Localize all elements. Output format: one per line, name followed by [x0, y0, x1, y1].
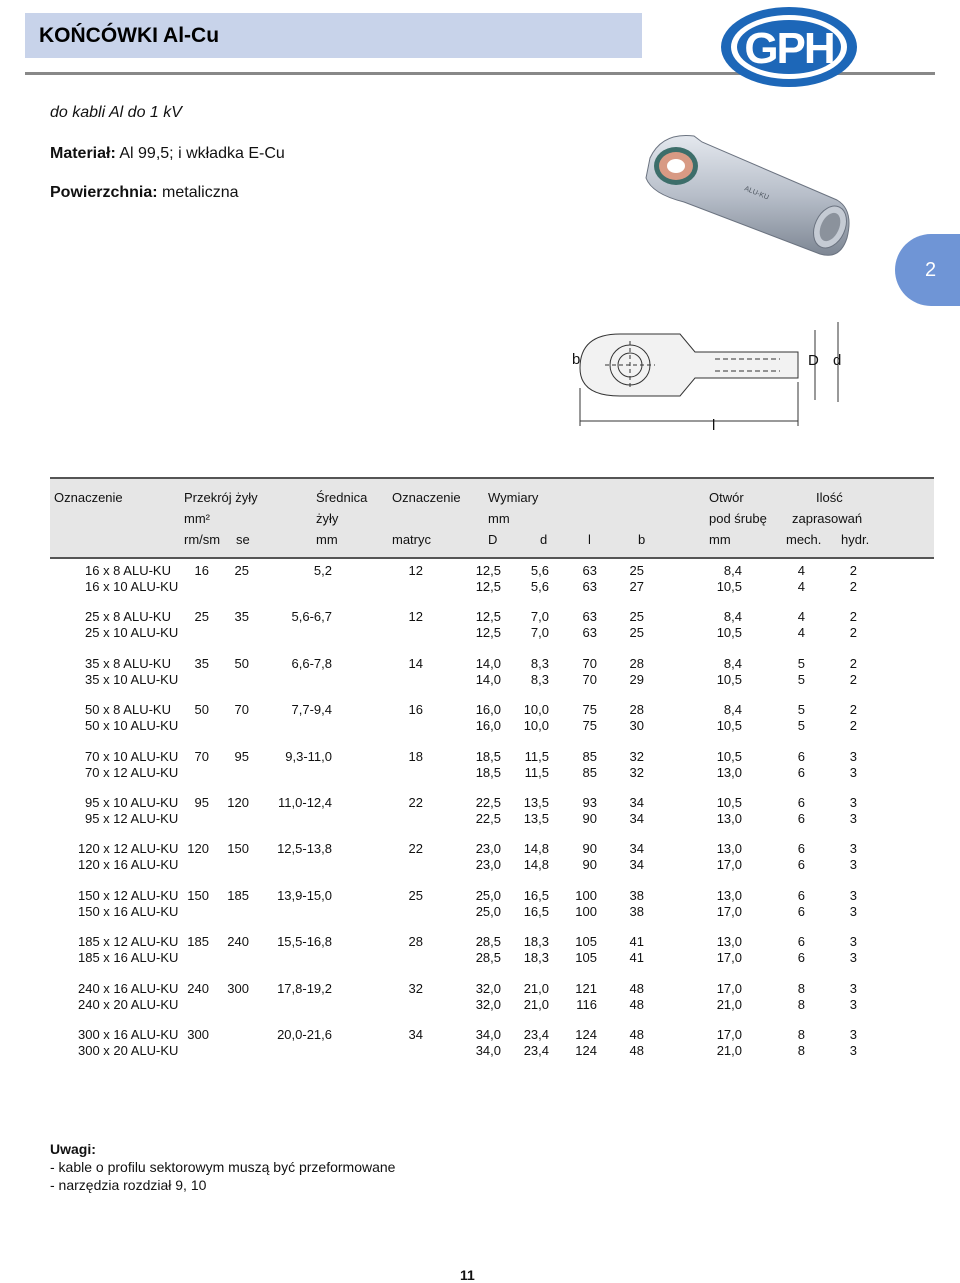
table-cell: 50: [234, 655, 249, 671]
table-cell: 38: [629, 903, 644, 919]
table-cell: 10,5: [716, 718, 742, 734]
table-cell: 4: [797, 563, 805, 578]
table-cell: 2: [849, 579, 857, 594]
table-cell: 22: [408, 795, 423, 810]
table-cell: 25,0: [475, 887, 501, 903]
table-cell: 18,5: [475, 764, 501, 780]
material-label: Materiał:: [50, 145, 116, 162]
table-cell: 17,0: [716, 857, 742, 873]
table-cell: 7,7-9,4: [291, 702, 332, 718]
table-cell: 85: [582, 764, 597, 780]
table-cell: 23,0: [475, 857, 501, 873]
column-header: Oznaczenie: [392, 490, 461, 505]
table-cell: 185: [227, 887, 249, 903]
table-cell: 16: [408, 702, 423, 718]
column-header: żyły: [316, 511, 339, 526]
table-cell: 28: [408, 934, 423, 950]
table-cell: 63: [582, 609, 597, 625]
table-cell: 70: [194, 748, 209, 764]
table-cell: 8,4: [723, 609, 742, 625]
table-cell: 14,0: [475, 671, 501, 687]
table-cell: 34: [629, 811, 644, 826]
table-cell: 12,5-13,8: [277, 841, 332, 857]
column-header: D: [488, 532, 498, 547]
table-cell: 5: [797, 718, 805, 734]
table-cell: 10,0: [523, 718, 549, 734]
subtitle: do kabli Al do 1 kV: [50, 104, 182, 121]
cell-designation: 35 x 10 ALU-KU: [85, 671, 179, 687]
cell-designation: 120 x 16 ALU-KU: [78, 857, 179, 873]
table-cell: 29: [629, 671, 644, 687]
column-header: Średnica: [316, 490, 368, 505]
table-cell: 16,0: [475, 718, 501, 734]
table-cell: 10,5: [716, 748, 742, 764]
table-cell: 90: [582, 857, 597, 873]
notes: [50, 1140, 395, 1194]
table-cell: 30: [629, 718, 644, 734]
table-cell: 8,3: [530, 655, 549, 671]
table-cell: 5,6-6,7: [291, 609, 332, 625]
table-cell: 2: [849, 718, 857, 734]
table-cell: 25,0: [475, 903, 501, 919]
table-cell: 300: [227, 980, 249, 996]
table-cell: 93: [582, 795, 597, 810]
table-cell: 3: [849, 934, 857, 950]
cell-designation: 16 x 8 ALU-KU: [85, 563, 171, 578]
table-cell: 2: [849, 609, 857, 625]
table-cell: 17,0: [716, 1027, 742, 1042]
table-cell: 11,0-12,4: [278, 795, 332, 810]
table-cell: 34: [629, 841, 644, 857]
table-cell: 12,5: [475, 609, 501, 625]
table-cell: 5,2: [313, 563, 332, 578]
table-cell: 70: [582, 671, 597, 687]
table-cell: 2: [849, 671, 857, 687]
table-cell: 6: [797, 811, 805, 826]
table-cell: 8: [797, 980, 805, 996]
table-cell: 11,5: [524, 748, 549, 764]
table-cell: 18,3: [523, 950, 549, 966]
table-cell: 48: [629, 1043, 644, 1058]
table-cell: 11,5: [524, 764, 549, 780]
table-cell: 32,0: [475, 980, 501, 996]
table-cell: 25: [629, 625, 644, 641]
column-header: Otwór: [709, 490, 744, 505]
table-cell: 8,3: [530, 671, 549, 687]
column-header: mech.: [786, 532, 822, 547]
column-header: rm/sm: [184, 532, 221, 547]
column-header: b: [638, 532, 646, 547]
cell-designation: 95 x 12 ALU-KU: [85, 811, 179, 826]
table-cell: 32: [629, 748, 644, 764]
cell-designation: 16 x 10 ALU-KU: [85, 579, 179, 594]
table-cell: 2: [849, 702, 857, 718]
table-cell: 12,5: [475, 579, 501, 594]
table-cell: 13,9-15,0: [277, 887, 332, 903]
table-cell: 63: [582, 625, 597, 641]
material-line: [50, 145, 285, 163]
column-header: mm: [316, 532, 338, 547]
table-cell: 21,0: [716, 996, 742, 1012]
table-cell: 10,5: [716, 671, 742, 687]
table-cell: 185: [187, 934, 209, 950]
dimension-drawing: [560, 316, 860, 441]
cell-designation: 240 x 16 ALU-KU: [78, 980, 179, 996]
table-cell: 6: [797, 841, 805, 857]
table-cell: 12: [408, 609, 423, 625]
table-cell: 27: [629, 579, 644, 594]
table-cell: 17,0: [716, 950, 742, 966]
table-cell: 14: [408, 655, 423, 671]
table-cell: 124: [575, 1043, 597, 1058]
table-cell: 41: [629, 934, 644, 950]
cell-designation: 150 x 16 ALU-KU: [78, 903, 179, 919]
table-cell: 6: [797, 950, 805, 966]
notes-line: - narzędzia rozdział 9, 10: [50, 1177, 207, 1193]
notes-line: - kable o profilu sektorowym muszą być przeformowane: [50, 1159, 396, 1175]
table-cell: 18,3: [523, 934, 549, 950]
column-header: mm: [709, 532, 731, 547]
table-cell: 14,8: [523, 857, 549, 873]
table-cell: 90: [582, 811, 597, 826]
column-header: Ilość: [816, 490, 843, 505]
table-cell: 34: [408, 1027, 423, 1042]
table-cell: 25: [629, 609, 644, 625]
table-cell: 3: [849, 857, 857, 873]
table-cell: 63: [582, 579, 597, 594]
table-cell: 100: [575, 887, 597, 903]
column-header: d: [540, 532, 548, 547]
table-cell: 3: [849, 887, 857, 903]
table-cell: 23,0: [475, 841, 501, 857]
cell-designation: 50 x 8 ALU-KU: [85, 702, 171, 718]
table-cell: 21,0: [523, 996, 549, 1012]
table-cell: 28: [629, 655, 644, 671]
table-cell: 121: [575, 980, 597, 996]
table-cell: 13,0: [716, 934, 742, 950]
table-cell: 300: [187, 1027, 209, 1042]
cell-designation: 70 x 10 ALU-KU: [85, 748, 179, 764]
table-cell: 10,5: [716, 795, 742, 810]
table-cell: 5,6: [530, 579, 549, 594]
table-cell: 4: [797, 625, 805, 641]
table-cell: 12: [408, 563, 423, 578]
svg-text:ALU-KU: ALU-KU: [743, 185, 770, 202]
notes-title: Uwagi:: [50, 1141, 96, 1157]
cell-designation: 300 x 16 ALU-KU: [78, 1027, 179, 1042]
table-cell: 3: [849, 764, 857, 780]
table-cell: 16: [194, 563, 209, 578]
table-cell: 50: [194, 702, 209, 718]
surface-line: [50, 184, 239, 202]
table-cell: 13,0: [716, 887, 742, 903]
cell-designation: 240 x 20 ALU-KU: [78, 996, 179, 1012]
column-header: pod śrubę: [709, 511, 767, 526]
cell-designation: 95 x 10 ALU-KU: [85, 795, 179, 810]
table-cell: 2: [849, 563, 857, 578]
table-cell: 18,5: [475, 748, 501, 764]
table-cell: 70: [582, 655, 597, 671]
table-cell: 240: [187, 980, 209, 996]
table-cell: 8: [797, 996, 805, 1012]
table-cell: 48: [629, 980, 644, 996]
table-cell: 100: [575, 903, 597, 919]
table-cell: 48: [629, 1027, 644, 1042]
table-cell: 90: [582, 841, 597, 857]
table-cell: 28,5: [475, 950, 501, 966]
cell-designation: 300 x 20 ALU-KU: [78, 1043, 179, 1058]
table-cell: 5: [797, 655, 805, 671]
chapter-tab: 2: [895, 234, 960, 306]
cell-designation: 185 x 12 ALU-KU: [78, 934, 179, 950]
table-cell: 6: [797, 903, 805, 919]
table-cell: 85: [582, 748, 597, 764]
table-cell: 3: [849, 980, 857, 996]
column-header: mm: [488, 511, 510, 526]
table-cell: 14,8: [523, 841, 549, 857]
table-cell: 75: [582, 702, 597, 718]
column-header: l: [588, 532, 591, 547]
table-cell: 16,0: [475, 702, 501, 718]
table-cell: 28,5: [475, 934, 501, 950]
table-cell: 25: [408, 887, 423, 903]
cell-designation: 25 x 8 ALU-KU: [85, 609, 171, 625]
table-cell: 34: [629, 795, 644, 810]
cell-designation: 25 x 10 ALU-KU: [85, 625, 179, 641]
table-cell: 15,5-16,8: [277, 934, 332, 950]
table-cell: 3: [849, 1043, 857, 1058]
table-cell: 3: [849, 903, 857, 919]
table-cell: 38: [629, 887, 644, 903]
surface-value: metaliczna: [162, 184, 239, 201]
column-header: Oznaczenie: [54, 490, 123, 505]
table-cell: 28: [629, 702, 644, 718]
table-cell: 25: [629, 563, 644, 578]
table-cell: 34,0: [475, 1027, 501, 1042]
table-cell: 5,6: [530, 563, 549, 578]
table-cell: 7,0: [530, 625, 549, 641]
table-cell: 17,8-19,2: [277, 980, 332, 996]
table-cell: 16,5: [523, 887, 549, 903]
table-cell: 48: [629, 996, 644, 1012]
table-cell: 95: [234, 748, 249, 764]
table-cell: 6: [797, 857, 805, 873]
table-cell: 17,0: [716, 980, 742, 996]
table-cell: 10,5: [716, 579, 742, 594]
table-cell: 10,5: [716, 625, 742, 641]
table-cell: 63: [582, 563, 597, 578]
table-cell: 8: [797, 1027, 805, 1042]
table-cell: 8,4: [723, 563, 742, 578]
table-cell: 32: [629, 764, 644, 780]
table-cell: 3: [849, 1027, 857, 1042]
table-cell: 2: [849, 625, 857, 641]
table-cell: 4: [797, 609, 805, 625]
table-cell: 150: [187, 887, 209, 903]
table-cell: 23,4: [523, 1027, 549, 1042]
table-cell: 13,0: [716, 811, 742, 826]
table-cell: 8,4: [723, 702, 742, 718]
column-header: hydr.: [841, 532, 870, 547]
table-cell: 120: [227, 795, 249, 810]
cell-designation: 185 x 16 ALU-KU: [78, 950, 179, 966]
table-cell: 5: [797, 702, 805, 718]
table-cell: 6,6-7,8: [291, 655, 332, 671]
table-cell: 5: [797, 671, 805, 687]
table-cell: 70: [234, 702, 249, 718]
dim-D-label: D: [808, 352, 819, 369]
table-cell: 6: [797, 934, 805, 950]
table-cell: 16,5: [523, 903, 549, 919]
surface-label: Powierzchnia:: [50, 184, 158, 201]
table-cell: 8: [797, 1043, 805, 1058]
table-cell: 34,0: [475, 1043, 501, 1058]
column-header: se: [236, 532, 250, 547]
column-header: Przekrój żyły: [184, 490, 258, 505]
table-cell: 10,0: [523, 702, 549, 718]
table-cell: 32: [408, 980, 423, 996]
cell-designation: 70 x 12 ALU-KU: [85, 764, 179, 780]
table-cell: 14,0: [475, 655, 501, 671]
table-cell: 18: [408, 748, 423, 764]
table-cell: 35: [194, 655, 209, 671]
table-cell: 105: [575, 950, 597, 966]
table-cell: 8,4: [723, 655, 742, 671]
table-cell: 95: [194, 795, 209, 810]
dim-d-label: d: [833, 352, 842, 369]
cell-designation: 50 x 10 ALU-KU: [85, 718, 179, 734]
table-cell: 12,5: [475, 625, 501, 641]
page-number: 11: [460, 1267, 475, 1283]
table-cell: 3: [849, 811, 857, 826]
table-cell: 21,0: [523, 980, 549, 996]
table-cell: 3: [849, 748, 857, 764]
table-cell: 13,5: [523, 795, 549, 810]
table-cell: 13,5: [523, 811, 549, 826]
column-header: matryc: [392, 532, 431, 547]
table-cell: 34: [629, 857, 644, 873]
table-cell: 7,0: [530, 609, 549, 625]
table-cell: 6: [797, 748, 805, 764]
table-cell: 13,0: [716, 841, 742, 857]
dim-l-label: l: [712, 417, 716, 434]
table-cell: 25: [194, 609, 209, 625]
material-value: Al 99,5; i wkładka E-Cu: [119, 145, 285, 162]
table-cell: 12,5: [475, 563, 501, 578]
table-cell: 75: [582, 718, 597, 734]
table-cell: 6: [797, 887, 805, 903]
table-cell: 35: [234, 609, 249, 625]
table-cell: 116: [576, 996, 597, 1012]
svg-text:GPH: GPH: [744, 24, 834, 73]
table-cell: 150: [227, 841, 249, 857]
table-cell: 32,0: [475, 996, 501, 1012]
table-cell: 6: [797, 764, 805, 780]
column-header: Wymiary: [488, 490, 539, 505]
table-cell: 3: [849, 841, 857, 857]
table-cell: 23,4: [523, 1043, 549, 1058]
table-cell: 105: [575, 934, 597, 950]
dim-b-label: b: [572, 351, 581, 368]
table-cell: 2: [849, 655, 857, 671]
table-cell: 124: [575, 1027, 597, 1042]
cable-lug-photo: [632, 130, 857, 280]
table-cell: 6: [797, 795, 805, 810]
table-cell: 22,5: [475, 811, 501, 826]
cell-designation: 150 x 12 ALU-KU: [78, 887, 179, 903]
table-cell: 22,5: [475, 795, 501, 810]
cell-designation: 120 x 12 ALU-KU: [78, 841, 179, 857]
cell-designation: 35 x 8 ALU-KU: [85, 655, 171, 671]
table-cell: 13,0: [716, 764, 742, 780]
table-cell: 9,3-11,0: [285, 748, 332, 764]
column-header: mm²: [184, 511, 210, 526]
table-cell: 4: [797, 579, 805, 594]
table-cell: 22: [408, 841, 423, 857]
page-title: KOŃCÓWKI Al-Cu: [39, 24, 220, 47]
table-cell: 20,0-21,6: [277, 1027, 332, 1042]
table-cell: 41: [629, 950, 644, 966]
table-cell: 3: [849, 996, 857, 1012]
table-cell: 240: [227, 934, 249, 950]
table-cell: 25: [234, 563, 249, 578]
table-cell: 3: [849, 950, 857, 966]
column-header: zaprasowań: [792, 511, 863, 526]
table-cell: 120: [187, 841, 209, 857]
table-cell: 21,0: [716, 1043, 742, 1058]
table-cell: 17,0: [716, 903, 742, 919]
table-cell: 3: [849, 795, 857, 810]
gph-logo: [718, 4, 860, 90]
